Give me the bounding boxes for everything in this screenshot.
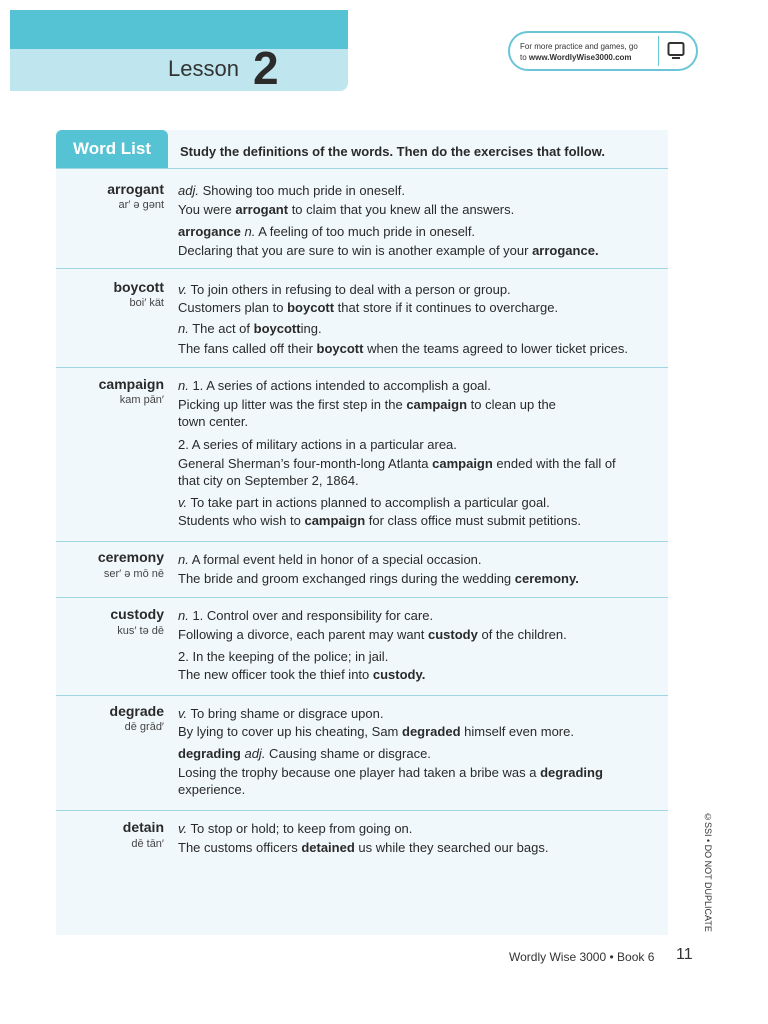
entry-example-line: Following a divorce, each parent may want custody of the children. xyxy=(178,627,567,642)
lesson-number: 2 xyxy=(253,42,279,94)
entry-def-line: n. A formal event held in honor of a special occasion. xyxy=(178,552,482,567)
entry-def-line: arrogance n. A feeling of too much pride in oneself. xyxy=(178,224,476,239)
entry-word-detain: detain xyxy=(122,819,164,835)
entry-divider xyxy=(56,541,668,542)
practice-text xyxy=(520,41,654,63)
practice-divider xyxy=(658,36,659,66)
entry-divider xyxy=(56,597,668,598)
practice-prefix: to xyxy=(520,53,529,62)
entry-example-line: that city on September 2, 1864. xyxy=(178,473,359,488)
entry-word-custody: custody xyxy=(110,606,164,622)
entry-pron-degrade: dē grād′ xyxy=(124,721,164,733)
entry-def-line: 2. In the keeping of the police; in jail. xyxy=(178,649,389,664)
entry-def-line: adj. Showing too much pride in oneself. xyxy=(178,183,405,198)
entry-pron-detain: dē tān′ xyxy=(131,838,164,850)
entry-divider xyxy=(56,268,668,269)
entry-pron-custody: kus′ tə dē xyxy=(117,625,164,637)
entry-example-line: Losing the trophy because one player had taken a bribe was a degrading xyxy=(178,765,603,780)
practice-url[interactable]: www.WordlyWise3000.com xyxy=(528,53,632,62)
entry-def-line: v. To join others in refusing to deal with a person or group. xyxy=(178,282,511,297)
entry-example-line: The bride and groom exchanged rings during the wedding ceremony. xyxy=(178,571,579,586)
page-number: 11 xyxy=(676,946,693,963)
entry-example-line: Customers plan to boycott that store if it continues to overcharge. xyxy=(178,300,559,315)
practice-callout[interactable] xyxy=(508,31,698,71)
entry-example-line: The fans called off their boycott when the teams agreed to lower ticket prices. xyxy=(178,341,628,356)
entry-example-line: You were arrogant to claim that you knew all the answers. xyxy=(178,202,515,217)
entry-def-line: 2. A series of military actions in a particular area. xyxy=(178,437,457,452)
entry-def-line: n. 1. A series of actions intended to accomplish a goal. xyxy=(178,378,491,393)
lesson-label: Lesson xyxy=(168,56,239,81)
entry-divider xyxy=(56,367,668,368)
entry-def-line: n. 1. Control over and responsibility for care. xyxy=(178,608,434,623)
header-divider xyxy=(56,168,668,169)
word-list-instructions: Study the definitions of the words. Then do the exercises that follow. xyxy=(180,144,605,159)
entry-word-arrogant: arrogant xyxy=(107,181,164,197)
entry-word-ceremony: ceremony xyxy=(97,549,164,565)
entry-def-line: v. To take part in actions planned to accomplish a particular goal. xyxy=(178,495,550,510)
entry-word-degrade: degrade xyxy=(109,703,164,719)
book-title: Wordly Wise 3000 • Book 6 xyxy=(509,950,655,964)
entry-example-line: Students who wish to campaign for class office must submit petitions. xyxy=(178,513,581,528)
entry-def-line: n. The act of boycotting. xyxy=(178,321,322,336)
entry-divider xyxy=(56,810,668,811)
entry-def-line: degrading adj. Causing shame or disgrace. xyxy=(178,746,431,761)
copyright-notice: ©SSI • DO NOT DUPLICATE xyxy=(703,812,713,932)
entry-word-campaign: campaign xyxy=(98,376,164,392)
entry-def-line: v. To stop or hold; to keep from going on. xyxy=(178,821,413,836)
entry-example-line: By lying to cover up his cheating, Sam degraded himself even more. xyxy=(178,724,574,739)
entry-example-line: Declaring that you are sure to win is another example of your arrogance. xyxy=(178,243,599,258)
entry-pron-boycott: boi′ kät xyxy=(129,297,164,309)
word-list-tab: Word List xyxy=(56,130,168,168)
practice-line-1: For more practice and games, go xyxy=(520,42,638,51)
entry-example-line: The new officer took the thief into custody. xyxy=(178,667,426,682)
entry-example-line: experience. xyxy=(178,782,246,797)
entry-pron-ceremony: ser′ ə mō nē xyxy=(103,568,164,580)
entry-example-line: General Sherman’s four-month-long Atlanta campaign ended with the fall of xyxy=(178,456,616,471)
entry-example-line: Picking up litter was the first step in the campaign to clean up the xyxy=(178,397,556,412)
entry-example-line: town center. xyxy=(178,414,249,429)
practice-line-2 xyxy=(520,52,654,63)
entry-word-boycott: boycott xyxy=(113,279,164,295)
entry-pron-campaign: kam pān′ xyxy=(119,394,164,406)
lesson-banner-top xyxy=(10,10,348,49)
monitor-icon xyxy=(667,41,685,61)
entry-example-line: The customs officers detained us while they searched our bags. xyxy=(178,840,549,855)
entry-pron-arrogant: ar′ ə gənt xyxy=(118,199,164,211)
entry-divider xyxy=(56,695,668,696)
entry-def-line: v. To bring shame or disgrace upon. xyxy=(178,706,384,721)
